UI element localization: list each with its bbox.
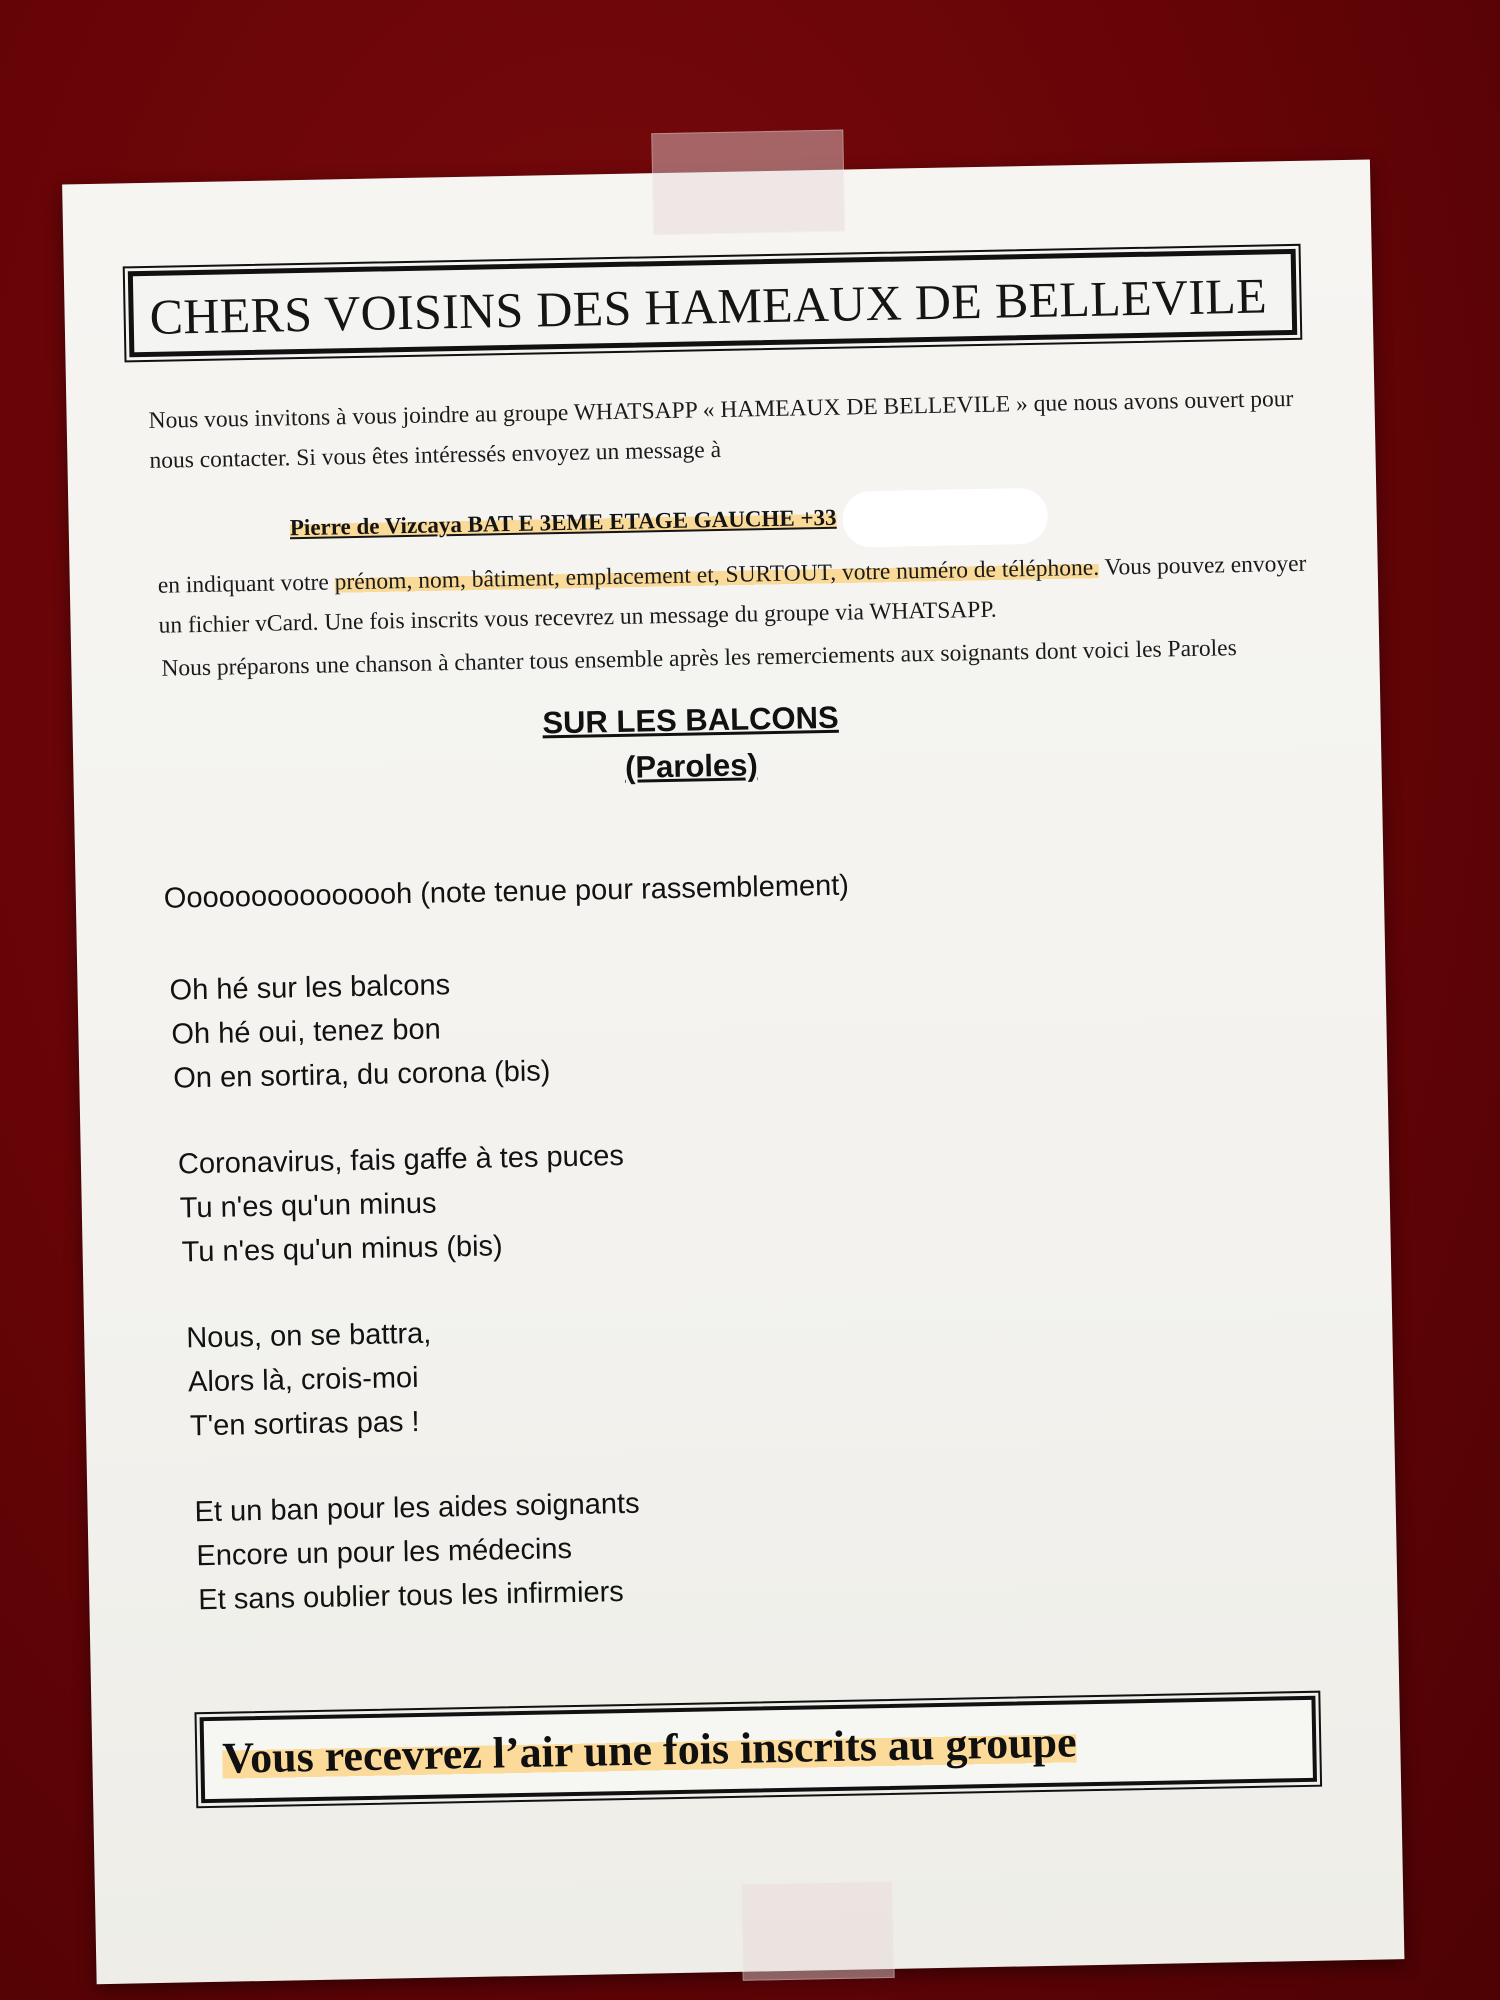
lyric-line: Alors là, crois-moi bbox=[187, 1361, 419, 1399]
footer-box bbox=[200, 1696, 1317, 1803]
lyric-line: Et sans oublier tous les infirmiers bbox=[198, 1576, 625, 1617]
song-title: SUR LES BALCONS bbox=[542, 699, 839, 741]
redacted-phone bbox=[842, 488, 1048, 548]
notice-sheet bbox=[62, 159, 1404, 1984]
intro-paragraph: Nous vous invitons à vous joindre au groupe WHATSAPP « HAMEAUX DE BELLEVILE » que nous avons ouvert pour nous contacter. Si vous êtes intéressés envoyez un message à bbox=[148, 385, 1294, 474]
lyric-line: Oh hé sur les balcons bbox=[169, 969, 451, 1007]
lyrics-block bbox=[163, 864, 1164, 1617]
heading-box bbox=[128, 249, 1297, 357]
lyric-line: On en sortira, du corona (bis) bbox=[172, 1055, 551, 1095]
footer-text: Vous recevrez l’air une fois inscrits au groupe bbox=[221, 1717, 1077, 1783]
lyric-line: Nous, on se battra, bbox=[185, 1317, 432, 1355]
heading: CHERS VOISINS DES HAMEAUX DE BELLEVILE bbox=[149, 267, 1268, 345]
lyric-line: Oh hé oui, tenez bon bbox=[171, 1013, 441, 1051]
song-heading bbox=[72, 686, 1310, 802]
lyric-line: Encore un pour les médecins bbox=[196, 1533, 573, 1573]
lyric-line: Et un ban pour les aides soignants bbox=[194, 1487, 640, 1529]
lyric-line: Coronavirus, fais gaffe à tes puces bbox=[177, 1139, 625, 1181]
tape-strip-top bbox=[651, 130, 845, 236]
lyric-line: Tu n'es qu'un minus (bis) bbox=[181, 1230, 503, 1269]
contact-text: Pierre de Vizcaya BAT E 3EME ETAGE GAUCHE +33 bbox=[289, 505, 837, 541]
tape-strip-bottom bbox=[741, 1881, 895, 1981]
lyric-line: T'en sortiras pas ! bbox=[189, 1405, 420, 1443]
details-text-start: en indiquant votre bbox=[157, 569, 335, 599]
details-highlight: prénom, nom, bâtiment, emplacement et, SURTOUT, votre numéro de téléphone. bbox=[334, 554, 1100, 596]
song-subtitle: (Paroles) bbox=[624, 747, 759, 785]
lyric-line: Ooooooooooooooh (note tenue pour rassemblement) bbox=[163, 869, 850, 915]
details-text-end: Vous pouvez envoyer un fichier vCard. Une fois inscrits vous recevrez un message du groupe via WHATSAPP. bbox=[158, 550, 1307, 639]
song-intro-paragraph: Nous préparons une chanson à chanter tous ensemble après les remerciements aux soignants dont voici les Paroles bbox=[161, 635, 1237, 682]
lyric-line: Tu n'es qu'un minus bbox=[179, 1187, 437, 1225]
